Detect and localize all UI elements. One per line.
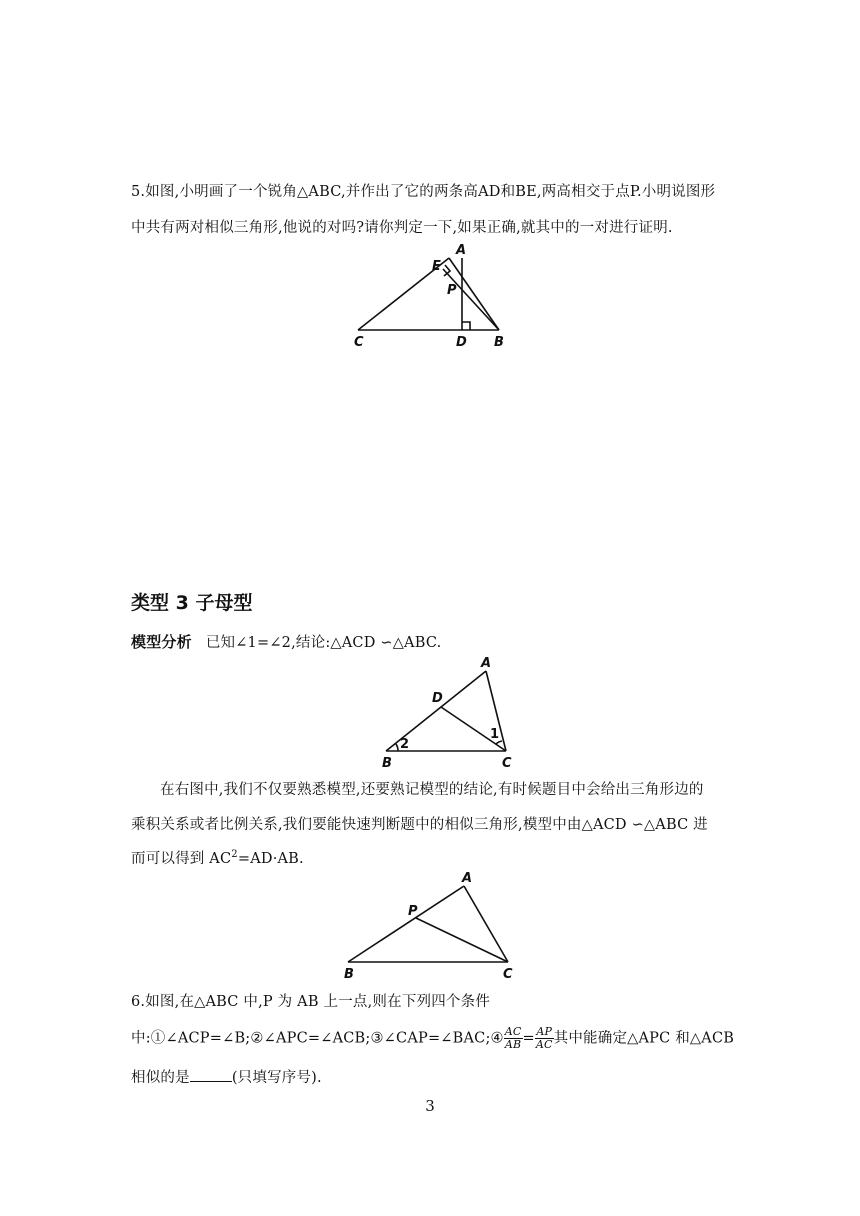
explanation-line3-post: =AD·AB. <box>237 851 304 867</box>
problem6-line3-pre: 相似的是 <box>131 1070 190 1086</box>
right-angle-mark-d <box>462 322 470 330</box>
label-P: P <box>408 904 418 919</box>
section-title: 类型 3 子母型 <box>131 592 253 614</box>
label-A: A <box>456 243 467 258</box>
problem5-text-line2: 中共有两对相似三角形,他说的对吗?请你判定一下,如果正确,就其中的一对进行证明. <box>131 220 673 236</box>
fraction-ac-ab <box>504 1026 523 1051</box>
explanation-line2: 乘积关系或者比例关系,我们要能快速判断题中的相似三角形,模型中由△ACD ∽△ABC 进 <box>131 817 708 833</box>
fraction-ap-ac-numerator: AP <box>536 1025 553 1038</box>
label-2: 2 <box>400 737 410 752</box>
problem5-text-line1: 5.如图,小明画了一个锐角△ABC,并作出了它的两条高AD和BE,两高相交于点P.小明说图形 <box>131 184 716 200</box>
answer-blank[interactable] <box>190 1069 232 1082</box>
label-P: P <box>447 283 457 298</box>
page-number: 3 <box>425 1097 435 1115</box>
label-C: C <box>502 756 512 771</box>
label-C: C <box>503 967 513 982</box>
problem6-text-line1: 6.如图,在△ABC 中,P 为 AB 上一点,则在下列四个条件 <box>131 994 491 1010</box>
label-A: A <box>481 656 492 671</box>
segment-be <box>443 269 499 330</box>
problem6-question: 其中能确定△APC 和△ACB <box>553 1030 735 1047</box>
fraction-ac-ab-numerator: AC <box>504 1025 522 1038</box>
label-1: 1 <box>490 727 500 742</box>
label-B: B <box>344 967 354 982</box>
model-analysis-label: 模型分析 <box>131 633 192 651</box>
fraction-ac-ab-denominator: AB <box>504 1038 522 1051</box>
problem6-conditions: 中:①∠ACP=∠B;②∠APC=∠ACB;③∠CAP=∠BAC;④ <box>131 1030 504 1047</box>
superscript-2: 2 <box>231 849 238 861</box>
problem6-figure <box>340 870 520 982</box>
label-B: B <box>494 335 504 350</box>
model-figure <box>378 655 518 770</box>
angle-mark-2 <box>396 744 398 751</box>
label-D: D <box>456 335 467 350</box>
label-B: B <box>382 756 392 771</box>
segment-ba <box>348 886 464 962</box>
label-D: D <box>432 691 443 706</box>
explanation-line3-pre: 而可以得到 AC <box>131 851 232 867</box>
segment-pc <box>416 918 508 962</box>
label-C: C <box>354 335 364 350</box>
problem6-text-line3 <box>131 1066 322 1087</box>
explanation-line1: 在右图中,我们不仅要熟悉模型,还要熟记模型的结论,有时候题目中会给出三角形边的 <box>160 782 704 798</box>
model-analysis-line <box>131 631 441 652</box>
explanation-line3 <box>131 847 304 868</box>
label-E: E <box>432 259 441 274</box>
label-A: A <box>462 871 473 886</box>
model-analysis-text: 已知∠1=∠2,结论:△ACD ∽△ABC. <box>205 635 442 651</box>
problem6-line3-post: (只填写序号). <box>231 1070 322 1086</box>
fraction-ap-ac-denominator: AC <box>535 1038 553 1051</box>
equals-sign: = <box>522 1030 535 1047</box>
problem5-figure <box>350 240 520 350</box>
problem6-text-line2 <box>131 1026 734 1051</box>
fraction-ap-ac <box>535 1026 554 1051</box>
